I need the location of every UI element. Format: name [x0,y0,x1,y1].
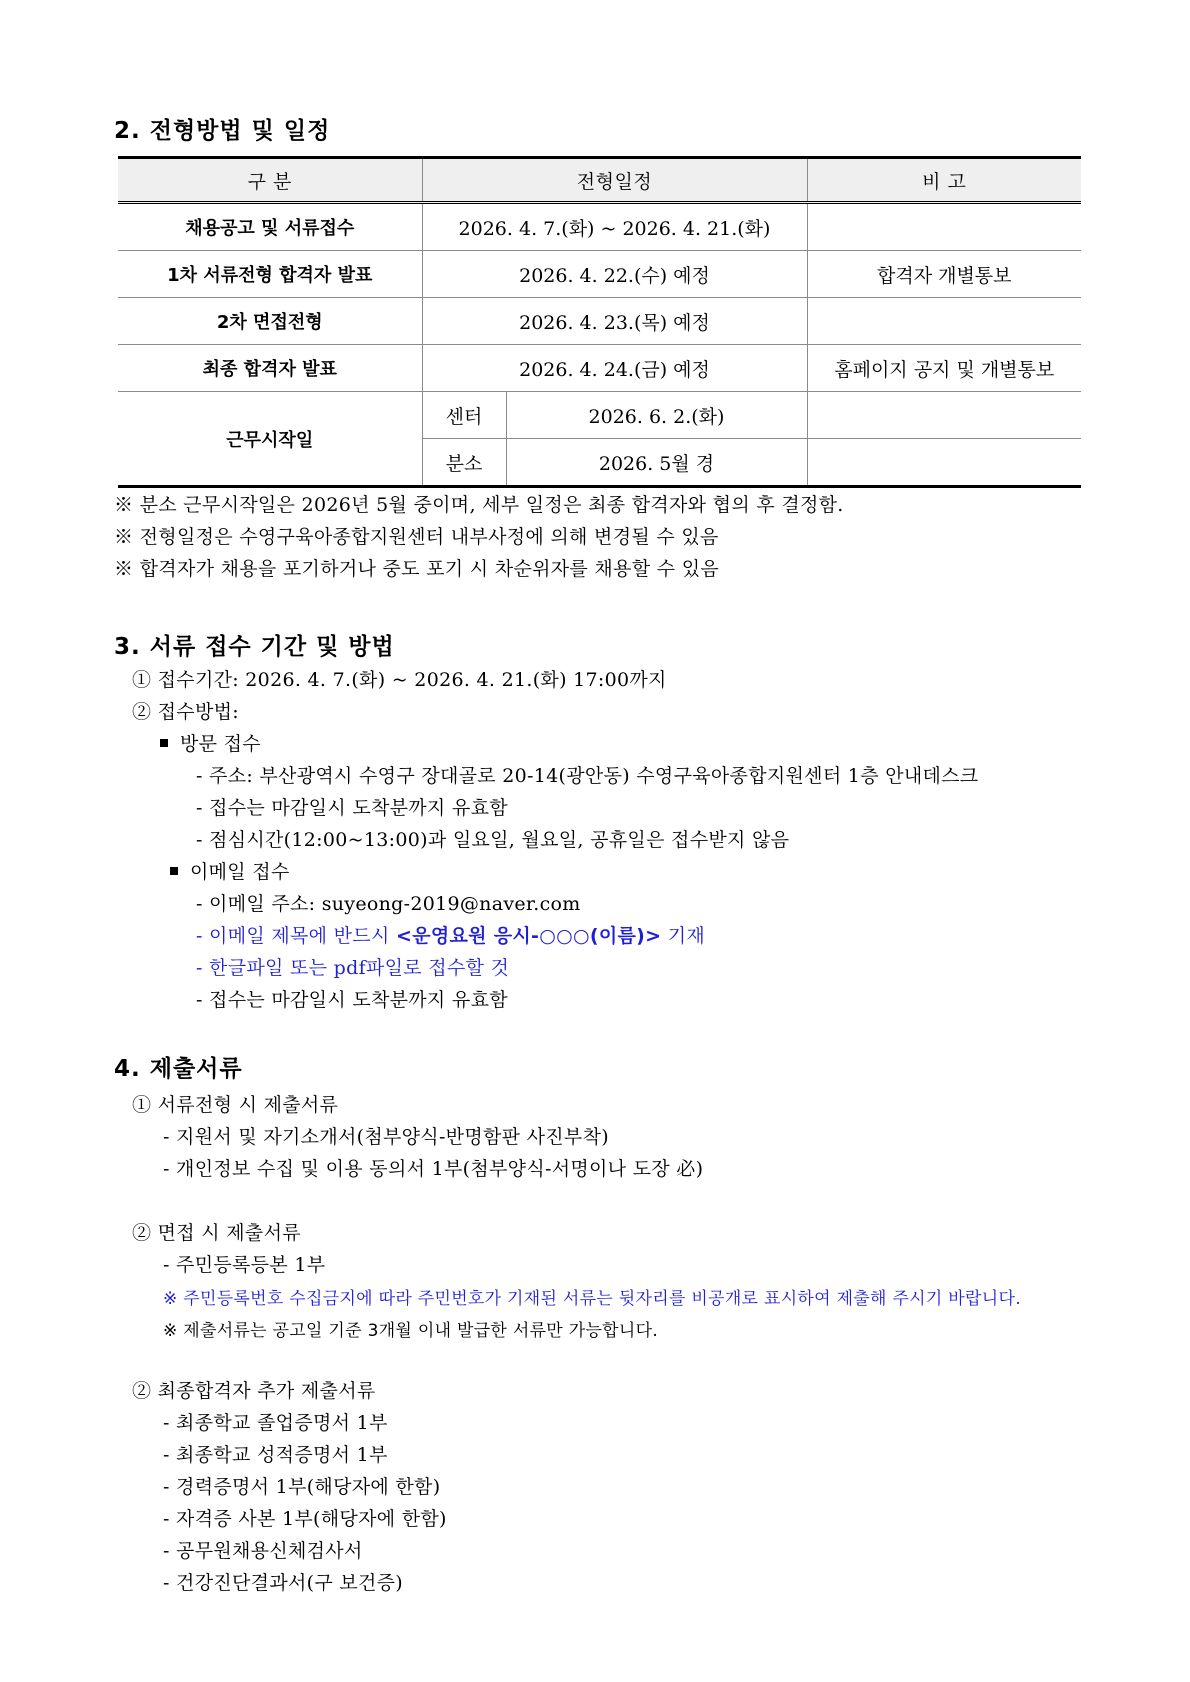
header-category: 구 분 [118,158,422,203]
header-schedule: 전형일정 [422,158,807,203]
table-row [118,392,1081,439]
header-note: 비 고 [807,158,1081,203]
email-format: - 한글파일 또는 pdf파일로 접수할 것 [196,957,510,979]
email-subject-format: <운영요원 응시-○○○(이름)> [395,925,662,947]
visit-item: - 접수는 마감일시 도착분까지 유효함 [196,797,508,819]
row-schedule: 2026. 4. 22.(수) 예정 [422,251,807,298]
row-label: 1차 서류전형 합격자 발표 [118,251,422,298]
doc3-item: - 공무원채용신체검사서 [163,1540,363,1562]
start-date-label: 근무시작일 [118,392,422,487]
start-note [807,439,1081,487]
start-place: 분소 [422,439,506,487]
doc2-heading: ② 면접 시 제출서류 [132,1222,301,1244]
row-note: 홈페이지 공지 및 개별통보 [807,345,1081,392]
email-subject [196,921,705,948]
table-row [118,298,1081,345]
method-text: ② 접수방법: [132,701,239,723]
row-note: 합격자 개별통보 [807,251,1081,298]
schedule-note: ※ 합격자가 채용을 포기하거나 중도 포기 시 차순위자를 채용할 수 있음 [114,558,720,580]
row-label: 채용공고 및 서류접수 [118,203,422,251]
row-note [807,298,1081,345]
square-bullet-icon [160,739,168,747]
doc1-item: - 지원서 및 자기소개서(첨부양식-반명함판 사진부착) [163,1126,609,1148]
doc2-item: - 주민등록등본 1부 [163,1254,326,1276]
table-row [118,345,1081,392]
row-schedule: 2026. 4. 7.(화) ~ 2026. 4. 21.(화) [422,203,807,251]
doc2-note: ※ 제출서류는 공고일 기준 3개월 이내 발급한 서류만 가능합니다. [163,1321,659,1341]
square-bullet-icon [170,867,178,875]
doc3-item: - 건강진단결과서(구 보건증) [163,1572,404,1594]
visit-item: - 주소: 부산광역시 수영구 장대골로 20-14(광안동) 수영구육아종합지원센터 1층 안내데스크 [196,765,979,787]
email-subject-suffix: 기재 [661,925,706,947]
doc3-item: - 자격증 사본 1부(해당자에 한함) [163,1508,447,1530]
table-row [118,203,1081,251]
email-subject-prefix: - 이메일 제목에 반드시 [196,925,396,947]
doc1-item: - 개인정보 수집 및 이용 동의서 1부(첨부양식-서명이나 도장 必) [163,1158,704,1180]
email-valid: - 접수는 마감일시 도착분까지 유효함 [196,989,508,1011]
doc1-heading: ① 서류전형 시 제출서류 [132,1094,339,1116]
table-row [118,251,1081,298]
doc2-note-blue: ※ 주민등록번호 수집금지에 따라 주민번호가 기재된 서류는 뒷자리를 비공개로 표시하여 제출해 주시기 바랍니다. [163,1289,1021,1309]
doc3-item: - 최종학교 졸업증명서 1부 [163,1412,388,1434]
start-date: 2026. 6. 2.(화) [506,392,807,439]
visit-item: - 점심시간(12:00~13:00)과 일요일, 월요일, 공휴일은 접수받지 않음 [196,829,790,851]
visit-label [160,729,261,756]
schedule-note: ※ 전형일정은 수영구육아종합지원센터 내부사정에 의해 변경될 수 있음 [114,526,719,548]
email-address: - 이메일 주소: suyeong-2019@naver.com [196,893,581,915]
table-header-row [118,158,1081,203]
section2-title: 2. 전형방법 및 일정 [114,118,331,144]
visit-label-text: 방문 접수 [180,733,261,755]
row-schedule: 2026. 4. 23.(목) 예정 [422,298,807,345]
period-text: ① 접수기간: 2026. 4. 7.(화) ~ 2026. 4. 21.(화) 17:00까지 [132,669,667,691]
schedule-note: ※ 분소 근무시작일은 2026년 5월 중이며, 세부 일정은 최종 합격자와 협의 후 결정함. [114,494,844,516]
doc3-item: - 최종학교 성적증명서 1부 [163,1444,388,1466]
row-note [807,203,1081,251]
email-label-text: 이메일 접수 [190,861,290,883]
row-schedule: 2026. 4. 24.(금) 예정 [422,345,807,392]
start-note [807,392,1081,439]
start-date: 2026. 5월 경 [506,439,807,487]
doc3-item: - 경력증명서 1부(해당자에 한함) [163,1476,441,1498]
row-label: 최종 합격자 발표 [118,345,422,392]
row-label: 2차 면접전형 [118,298,422,345]
doc3-heading: ② 최종합격자 추가 제출서류 [132,1380,376,1402]
email-label [170,857,290,884]
schedule-table [118,156,1081,488]
section3-title: 3. 서류 접수 기간 및 방법 [114,634,395,660]
section4-title: 4. 제출서류 [114,1056,243,1082]
start-place: 센터 [422,392,506,439]
